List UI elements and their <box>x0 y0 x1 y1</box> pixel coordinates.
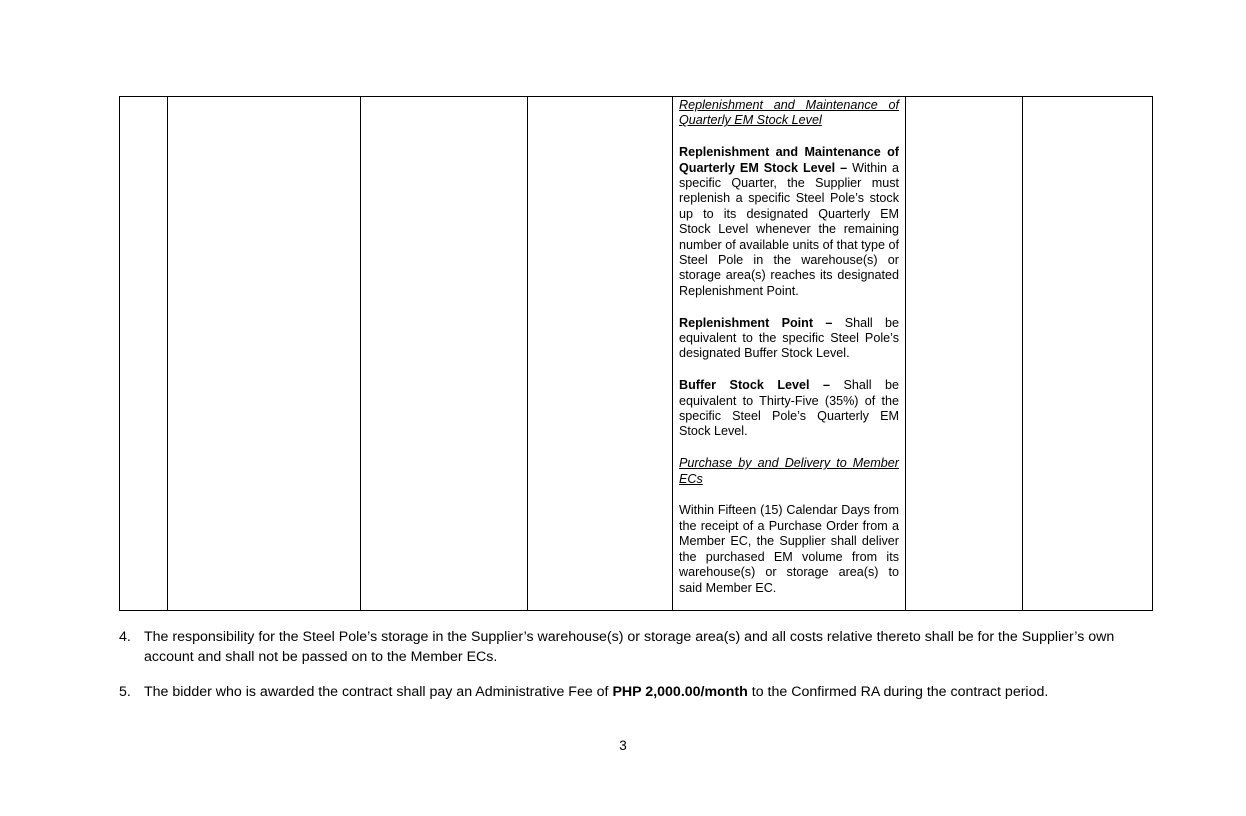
section-heading-purchase-delivery: Purchase by and Delivery to Member ECs <box>679 456 899 486</box>
paragraph-replenishment-maintenance <box>679 145 899 299</box>
note-item-4 <box>119 628 1152 667</box>
note-text <box>144 684 1048 700</box>
numbered-notes <box>119 628 1152 703</box>
paragraph-lead: Replenishment Point – <box>679 315 833 330</box>
note-number: 5. <box>119 684 131 700</box>
paragraph-delivery-period: Within Fifteen (15) Calendar Days from the receipt of a Purchase Order from a Member EC, the Supplier shall deliver the purchased EM volume from its warehouse(s) or storage area(s) to said Member EC. <box>679 503 899 595</box>
paragraph-lead: Buffer Stock Level – <box>679 378 831 393</box>
note-text-before: The bidder who is awarded the contract shall pay an Administrative Fee of <box>144 684 609 700</box>
paragraph-text: Shall be equivalent to the specific Steel Pole’s designated Buffer Stock Level. <box>679 315 900 361</box>
note-text: The responsibility for the Steel Pole’s storage in the Supplier’s warehouse(s) or storage area(s) and all costs relative thereto shall be for the Supplier’s own account and shall not be passed on to the Member ECs. <box>144 629 1115 665</box>
table-cell-number <box>120 97 168 611</box>
paragraph-text: Shall be equivalent to Thirty-Five (35%) of the specific Steel Pole’s Quarterly EM Stock Level. <box>679 378 899 439</box>
table-cell-description <box>673 97 906 611</box>
table-cell-column-7 <box>1023 97 1153 611</box>
page-number: 3 <box>619 738 627 753</box>
table-cell-item <box>168 97 361 611</box>
note-item-5 <box>119 683 1152 703</box>
note-number: 4. <box>119 629 131 645</box>
table-cell-column-6 <box>906 97 1023 611</box>
paragraph-buffer-stock-level <box>679 378 899 440</box>
note-text-after: to the Confirmed RA during the contract period. <box>751 684 1049 700</box>
table-row <box>120 97 1153 611</box>
specification-table <box>119 96 1153 611</box>
paragraph-text: Within a specific Quarter, the Supplier must replenish a specific Steel Pole’s stock up to its designated Quarterly EM Stock Level whenever the remaining number of available units of that type of Steel Pole in the warehouse(s) or storage area(s) reaches its designated Replenishment Point. <box>679 160 899 298</box>
paragraph-lead: Replenishment and Maintenance of Quarterly EM Stock Level – <box>679 145 899 175</box>
paragraph-replenishment-point <box>679 316 899 362</box>
section-heading-replenishment: Replenishment and Maintenance of Quarterly EM Stock Level <box>679 98 899 128</box>
table-cell-column-3 <box>361 97 528 611</box>
administrative-fee-amount: PHP 2,000.00/month <box>612 684 748 700</box>
table-cell-column-4 <box>528 97 673 611</box>
